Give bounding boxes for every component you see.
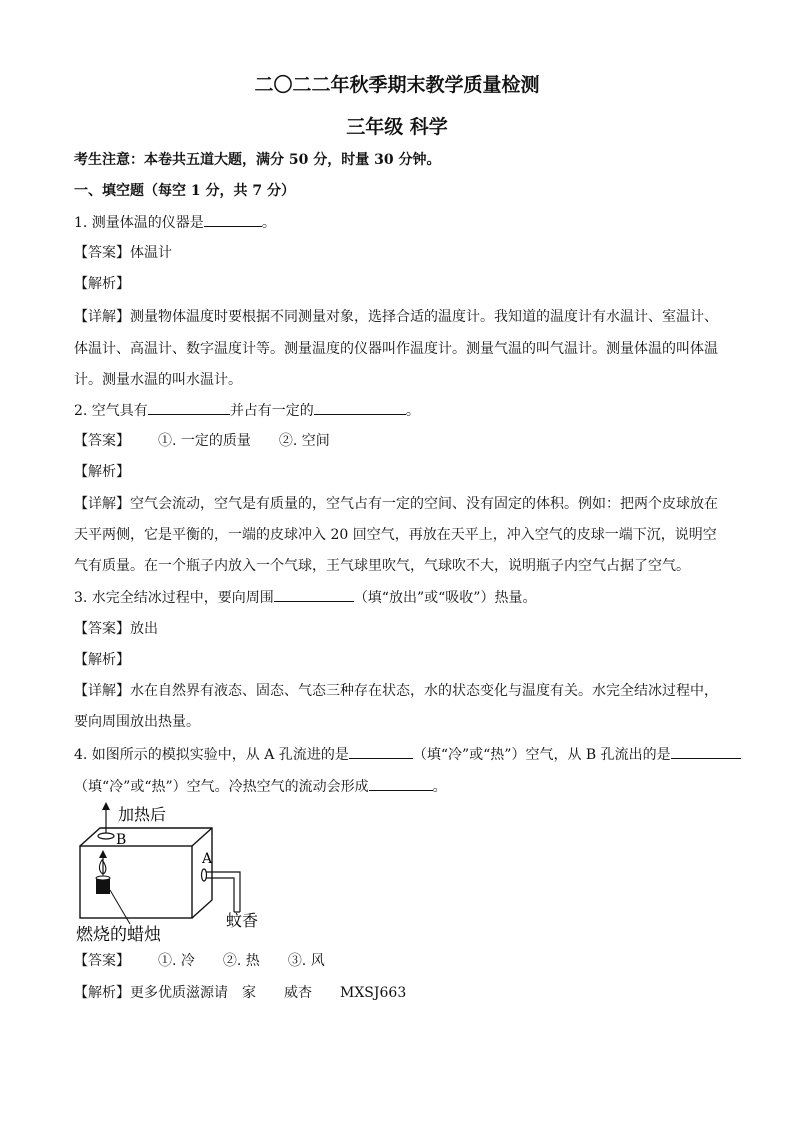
q1-answer: 体温计 bbox=[130, 245, 172, 261]
q4-stem-a: 4. 如图所示的模拟实验中，从 A 孔流进的是 bbox=[74, 747, 349, 763]
question-4-line-1 bbox=[74, 744, 741, 765]
q2-detail-line-1 bbox=[74, 494, 718, 514]
q4-answer-3: ③. 风 bbox=[287, 953, 325, 969]
q4-stem-d: 。 bbox=[432, 779, 447, 795]
question-2 bbox=[74, 400, 420, 421]
q1-detail-line-3: 计。测量水温的叫水温计。 bbox=[74, 372, 242, 388]
q2-answer-1: ①. 一定的质量 bbox=[158, 433, 251, 449]
q1-detail-text-1: 测量物体温度时要根据不同测量对象，选择合适的温度计。我知道的温度计有水温计、室温计、 bbox=[130, 309, 718, 325]
q2-stem-b: 并占有一定的 bbox=[229, 403, 314, 419]
answer-tag: 【答案】 bbox=[74, 953, 130, 969]
q3-detail-line-1 bbox=[74, 681, 718, 701]
label-incense: 蚊香 bbox=[226, 911, 259, 930]
q4-answer-2: ②. 热 bbox=[222, 953, 260, 969]
q3-detail-text-1: 水在自然界有液态、固态、气态三种存在状态，水的状态变化与温度有关。水完全结冰过程中， bbox=[130, 683, 718, 699]
q1-analysis-tag: 【解析】 bbox=[74, 276, 130, 292]
q2-answer-line bbox=[74, 431, 330, 451]
page-subtitle: 三年级 科学 bbox=[346, 116, 448, 138]
q3-answer-line bbox=[74, 619, 158, 639]
answer-blank bbox=[148, 400, 230, 415]
exam-notice: 考生注意：本卷共五道大题，满分 50 分，时量 30 分钟。 bbox=[74, 152, 441, 168]
answer-blank bbox=[204, 212, 262, 227]
hole-a bbox=[202, 869, 207, 881]
experiment-figure bbox=[70, 800, 290, 945]
label-b: B bbox=[116, 832, 127, 848]
box-outline bbox=[80, 828, 212, 918]
q2-detail-text-1: 空气会流动，空气是有质量的，空气占有一定的空间、没有固定的体积。例如：把两个皮球放在 bbox=[130, 496, 718, 512]
answer-blank bbox=[349, 744, 413, 759]
q2-answer-2: ②. 空间 bbox=[278, 433, 330, 449]
hole-b bbox=[98, 833, 114, 839]
q2-detail-line-3: 气有质量。在一个瓶子内放入一个气球，王气球里吹气，气球吹不大，说明瓶子内空气占据了空气。 bbox=[74, 558, 690, 574]
question-1 bbox=[74, 212, 276, 233]
label-a: A bbox=[202, 851, 213, 867]
answer-tag: 【答案】 bbox=[74, 433, 130, 449]
q3-answer: 放出 bbox=[130, 621, 158, 637]
question-4-line-2 bbox=[74, 776, 447, 797]
page-title: 二〇二二年秋季期末教学质量检测 bbox=[254, 74, 540, 96]
answer-blank bbox=[671, 744, 741, 759]
detail-tag: 【详解】 bbox=[74, 496, 130, 512]
answer-blank bbox=[274, 587, 354, 602]
answer-blank bbox=[369, 776, 433, 791]
detail-tag: 【详解】 bbox=[74, 309, 130, 325]
label-heated: 加热后 bbox=[118, 805, 167, 824]
q3-stem-b: （填“放出”或“吸收”）热量。 bbox=[353, 590, 537, 606]
answer-blank bbox=[314, 400, 406, 415]
q1-stem: 1. 测量体温的仪器是 bbox=[74, 215, 204, 231]
section-heading: 一、填空题（每空 1 分，共 7 分） bbox=[74, 183, 295, 199]
q2-detail-line-2: 天平两侧，它是平衡的，一端的皮球冲入 20 回空气，再放在天平上，冲入空气的皮球一端下沉，说明空 bbox=[74, 527, 717, 543]
incense-icon bbox=[206, 872, 240, 912]
label-candle: 燃烧的蜡烛 bbox=[76, 925, 161, 945]
q4-analysis-text: 更多优质滋源请 家 威杏 MXSJ663 bbox=[130, 985, 407, 1001]
q4-answer-line bbox=[74, 951, 325, 971]
answer-tag: 【答案】 bbox=[74, 621, 130, 637]
analysis-tag: 【解析】 bbox=[74, 985, 130, 1001]
q1-stem-end: 。 bbox=[261, 215, 276, 231]
q3-stem-a: 3. 水完全结冰过程中，要向周围 bbox=[74, 590, 274, 606]
q3-analysis-tag: 【解析】 bbox=[74, 652, 130, 668]
q3-detail-line-2: 要向周围放出热量。 bbox=[74, 714, 200, 730]
q4-stem-b: （填“冷”或“热”）空气，从 B 孔流出的是 bbox=[412, 747, 671, 763]
q1-answer-line bbox=[74, 243, 172, 263]
question-3 bbox=[74, 587, 536, 608]
q2-analysis-tag: 【解析】 bbox=[74, 464, 130, 480]
answer-tag: 【答案】 bbox=[74, 245, 130, 261]
detail-tag: 【详解】 bbox=[74, 683, 130, 699]
q4-stem-c: （填“冷”或“热”）空气。冷热空气的流动会形成 bbox=[74, 779, 369, 795]
q4-analysis-line bbox=[74, 983, 406, 1003]
q2-stem-c: 。 bbox=[405, 403, 420, 419]
q1-detail-line-1 bbox=[74, 307, 718, 327]
q1-detail-line-2: 体温计、高温计、数字温度计等。测量温度的仪器叫作温度计。测量气温的叫气温计。测量体温的叫体温 bbox=[74, 341, 718, 357]
q2-stem-a: 2. 空气具有 bbox=[74, 403, 148, 419]
q4-answer-1: ①. 冷 bbox=[158, 953, 195, 969]
